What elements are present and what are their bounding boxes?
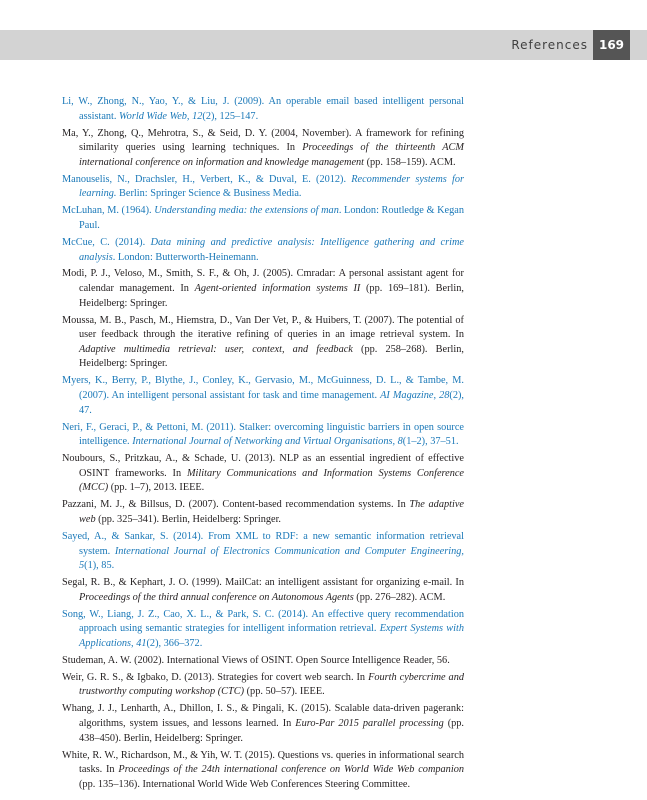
reference-entry[interactable] bbox=[62, 95, 464, 124]
reference-italic-text: Proceedings of the thirteenth ACM international conference on information and knowledge management bbox=[79, 142, 464, 168]
reference-text: (pp. 158–159). ACM. bbox=[364, 156, 456, 168]
reference-text: (pp. 276–282). ACM. bbox=[353, 591, 446, 603]
reference-list bbox=[62, 95, 464, 795]
reference-italic-text: Proceedings of the 24th international conference on World Wide Web companion bbox=[118, 764, 464, 776]
reference-italic-text: Military Communications and Information Systems Conference (MCC) bbox=[79, 467, 464, 494]
reference-text: Whang, J. J., Lenharth, A., Dhillon, I. S., & Pingali, K. (2015). Scalable data-driven pagerank: algorithms, system issues, and lessons learned. In bbox=[62, 703, 464, 729]
reference-entry[interactable] bbox=[62, 173, 464, 202]
reference-text: (pp. 135–136). International World Wide Web Conferences Steering Committee. bbox=[79, 778, 411, 790]
reference-text: Noubours, S., Pritzkau, A., & Schade, U. (2013). NLP as an essential ingredient of effective OSINT frameworks. In bbox=[62, 453, 464, 479]
reference-text: McCue, C. (2014). bbox=[62, 236, 151, 248]
reference-italic-text: Data mining and predictive analysis: Intelligence gathering and crime analysis bbox=[79, 236, 465, 263]
reference-text: (pp. 325–341). Berlin, Heidelberg: Springer. bbox=[95, 513, 282, 525]
reference-entry bbox=[62, 127, 464, 171]
reference-text: Modi, P. J., Veloso, M., Smith, S. F., & Oh, J. (2005). Cmradar: A personal assistant agent for calendar management. In bbox=[62, 268, 464, 295]
reference-entry bbox=[62, 654, 464, 669]
reference-entry bbox=[62, 314, 464, 372]
reference-italic-text: Agent-oriented information systems II bbox=[194, 283, 361, 295]
reference-text: (2), 125–147. bbox=[202, 110, 259, 122]
running-header-title: References bbox=[511, 38, 588, 52]
reference-entry[interactable] bbox=[62, 374, 464, 418]
reference-text: . London: Routledge & Kegan Paul. bbox=[79, 205, 464, 231]
reference-text: Studeman, A. W. (2002). International Views of OSINT. Open Source Intelligence Reader, 56. bbox=[62, 654, 450, 666]
reference-text: Segal, R. B., & Kephart, J. O. (1999). MailCat: an intelligent assistant for organizing e-mail. In bbox=[62, 577, 464, 589]
reference-italic-text: Understanding media: the extensions of man bbox=[154, 205, 339, 217]
reference-text: Moussa, M. B., Pasch, M., Hiemstra, D., Van Der Vet, P., & Huibers, T. (2007). The potential of user feedback through the iterative refining of queries in an image retrieval system. In bbox=[62, 314, 464, 341]
reference-text: (pp. 50–57). IEEE. bbox=[244, 686, 325, 698]
reference-text: Pazzani, M. J., & Billsus, D. (2007). Content-based recommendation systems. In bbox=[62, 499, 410, 511]
reference-italic-text: Euro-Par 2015 parallel processing bbox=[295, 718, 444, 729]
reference-text: (pp. 438–450). Berlin, Heidelberg: Springer. bbox=[79, 718, 465, 744]
reference-text: (2), 366–372. bbox=[146, 637, 203, 649]
reference-italic-text: AI Magazine, 28 bbox=[380, 390, 450, 402]
reference-text: (1–2), 37–51. bbox=[402, 436, 459, 448]
reference-entry[interactable] bbox=[62, 530, 464, 574]
reference-italic-text: Expert Systems with Applications, 41 bbox=[79, 623, 464, 649]
reference-entry bbox=[62, 576, 464, 605]
reference-text: Ma, Y., Zhong, Q., Mehrotra, S., & Seid, D. Y. (2004, November). A framework for refining similarity queries using learning techniques. In bbox=[62, 127, 464, 154]
reference-text: Myers, K., Berry, P., Blythe, J., Conley, K., Gervasio, M., McGuinness, D. L., & Tambe, M. (2007). An intelligent personal assistant for task and time management. bbox=[62, 375, 464, 402]
reference-entry bbox=[62, 267, 464, 311]
reference-text: . London: Butterworth-Heinemann. bbox=[112, 251, 259, 263]
reference-entry bbox=[62, 702, 464, 746]
reference-entry[interactable] bbox=[62, 204, 464, 233]
reference-text: (2), 47. bbox=[79, 390, 464, 416]
reference-entry[interactable] bbox=[62, 236, 464, 265]
reference-text: Neri, F., Geraci, P., & Pettoni, M. (2011). Stalker: overcoming linguistic barriers in open source intelligence. bbox=[62, 421, 464, 448]
reference-text: (pp. 258–268). Berlin, Heidelberg: Springer. bbox=[79, 343, 464, 370]
reference-text: Berlin: Springer Science & Business Media. bbox=[116, 188, 302, 200]
reference-entry[interactable] bbox=[62, 421, 464, 450]
reference-italic-text: Fourth cybercrime and trustworthy computing workshop (CTC) bbox=[79, 671, 464, 698]
reference-italic-text: World Wide Web, 12 bbox=[119, 110, 203, 122]
reference-italic-text: Recommender systems for learning. bbox=[79, 173, 464, 200]
reference-text: (pp. 169–181). Berlin, Heidelberg: Springer. bbox=[79, 283, 464, 309]
reference-text: Weir, G. R. S., & Igbako, D. (2013). Strategies for covert web search. In bbox=[62, 671, 369, 683]
reference-entry bbox=[62, 452, 464, 496]
reference-text: White, R. W., Richardson, M., & Yih, W. T. (2015). Questions vs. queries in informational search tasks. In bbox=[62, 749, 464, 776]
page-number: 169 bbox=[593, 30, 630, 60]
reference-italic-text: International Journal of Electronics Communication and Computer Engineering, 5 bbox=[79, 545, 464, 572]
reference-text: Sayed, A., & Sankar, S. (2014). From XML to RDF: a new semantic information retrieval system. bbox=[62, 530, 464, 557]
reference-italic-text: International Journal of Networking and Virtual Organisations, 8 bbox=[132, 436, 403, 448]
reference-text: Song, W., Liang, J. Z., Cao, X. L., & Park, S. C. (2014). An effective query recommendation approach using semantic strategies for intelligent information retrieval. bbox=[62, 608, 464, 635]
reference-entry[interactable] bbox=[62, 608, 464, 652]
reference-text: Manouselis, N., Drachsler, H., Verbert, K., & Duval, E. (2012). bbox=[62, 173, 352, 185]
reference-text: Li, W., Zhong, N., Yao, Y., & Liu, J. (2009). An operable email based intelligent personal assistant. bbox=[62, 96, 464, 122]
reference-entry bbox=[62, 498, 464, 527]
reference-entry bbox=[62, 749, 464, 793]
reference-italic-text: Proceedings of the third annual conference on Autonomous Agents bbox=[79, 591, 354, 603]
reference-entry bbox=[62, 671, 464, 700]
reference-italic-text: The adaptive web bbox=[79, 499, 464, 525]
reference-text: (1), 85. bbox=[84, 560, 115, 572]
reference-text: McLuhan, M. (1964). bbox=[62, 205, 155, 217]
reference-italic-text: Adaptive multimedia retrieval: user, context, and feedback bbox=[79, 343, 353, 355]
reference-text: (pp. 1–7), 2013. IEEE. bbox=[108, 482, 205, 494]
